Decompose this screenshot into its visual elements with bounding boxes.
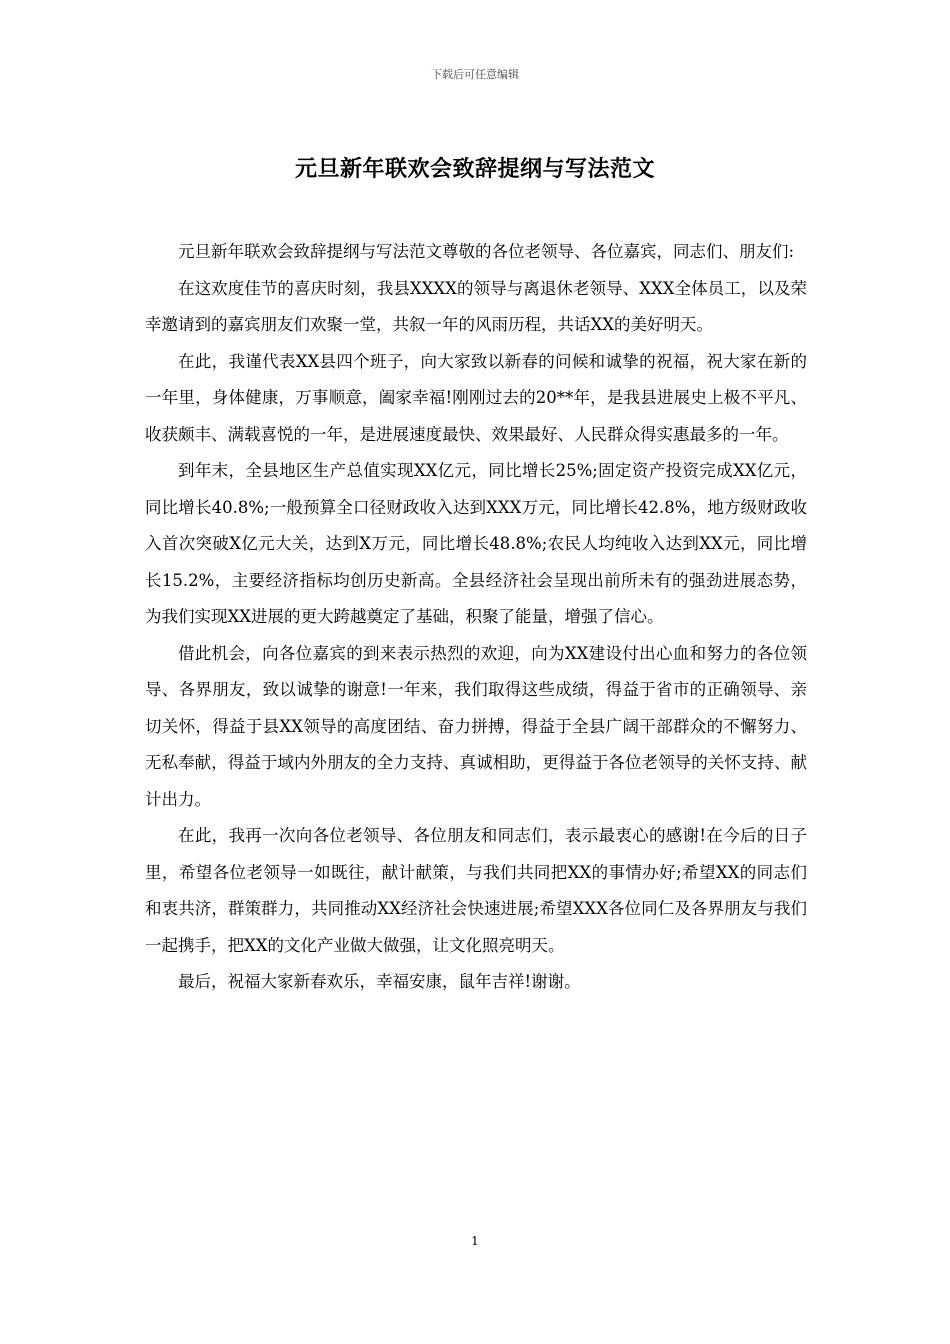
paragraph-hopes: 在此，我再一次向各位老领导、各位朋友和同志们，表示最衷心的感谢!在今后的日子里，希望各位老领导一如既往，献计献策，与我们共同把XX的事情办好;希望XX的同志们和衷共济，群策群力，共同推动XX经济社会快速进展;希望XXX各位同仁及各界朋友与我们一起携手，把XX的文化产业做大做强，让文化照亮明天。	[145, 826, 807, 955]
document-body	[145, 234, 807, 1001]
paragraph-greeting: 元旦新年联欢会致辞提纲与写法范文尊敬的各位老领导、各位嘉宾，同志们、朋友们:	[178, 242, 795, 261]
paragraph-economic-results: 到年末，全县地区生产总值实现XX亿元，同比增长25%;固定资产投资完成XX亿元，同比增长40.8%;一般预算全口径财政收入达到XXX万元，同比增长42.8%，地方级财政收入首次突破X亿元大关，达到X万元，同比增长48.8%;农民人均纯收入达到XX元，同比增长15.2%，主要经济指标均创历史新高。全县经济社会呈现出前所未有的强劲进展态势，为我们实现XX进展的更大跨越奠定了基础，积聚了能量，增强了信心。	[145, 461, 807, 626]
page-number: 1	[471, 1234, 479, 1248]
paragraph-closing: 最后，祝福大家新春欢乐，幸福安康，鼠年吉祥!谢谢。	[178, 972, 581, 991]
paragraph-thanks: 借此机会，向各位嘉宾的到来表示热烈的欢迎，向为XX建设付出心血和努力的各位领导、各界朋友，致以诚挚的谢意!一年来，我们取得这些成绩，得益于省市的正确领导、亲切关怀，得益于县XX领导的高度团结、奋力拼搏，得益于全县广阔干部群众的不懈努力、无私奉献，得益于域内外朋友的全力支持、真诚相助，更得益于各位老领导的关怀支持、献计出力。	[145, 643, 807, 809]
paragraph-new-year-wishes: 在此，我谨代表XX县四个班子，向大家致以新春的问候和诚挚的祝福，祝大家在新的一年里，身体健康，万事顺意，阖家幸福!刚刚过去的20**年，是我县进展史上极不平凡、收获颇丰、满载喜悦的一年，是进展速度最快、效果最好、人民群众得实惠最多的一年。	[145, 351, 807, 444]
header-note: 下载后可任意编辑	[431, 68, 519, 81]
document-title: 元旦新年联欢会致辞提纲与写法范文	[294, 157, 655, 182]
paragraph-festive-moment: 在这欢度佳节的喜庆时刻，我县XXXX的领导与离退休老领导、XXX全体员工，以及荣幸邀请到的嘉宾朋友们欢聚一堂，共叙一年的风雨历程，共话XX的美好明天。	[145, 278, 807, 334]
